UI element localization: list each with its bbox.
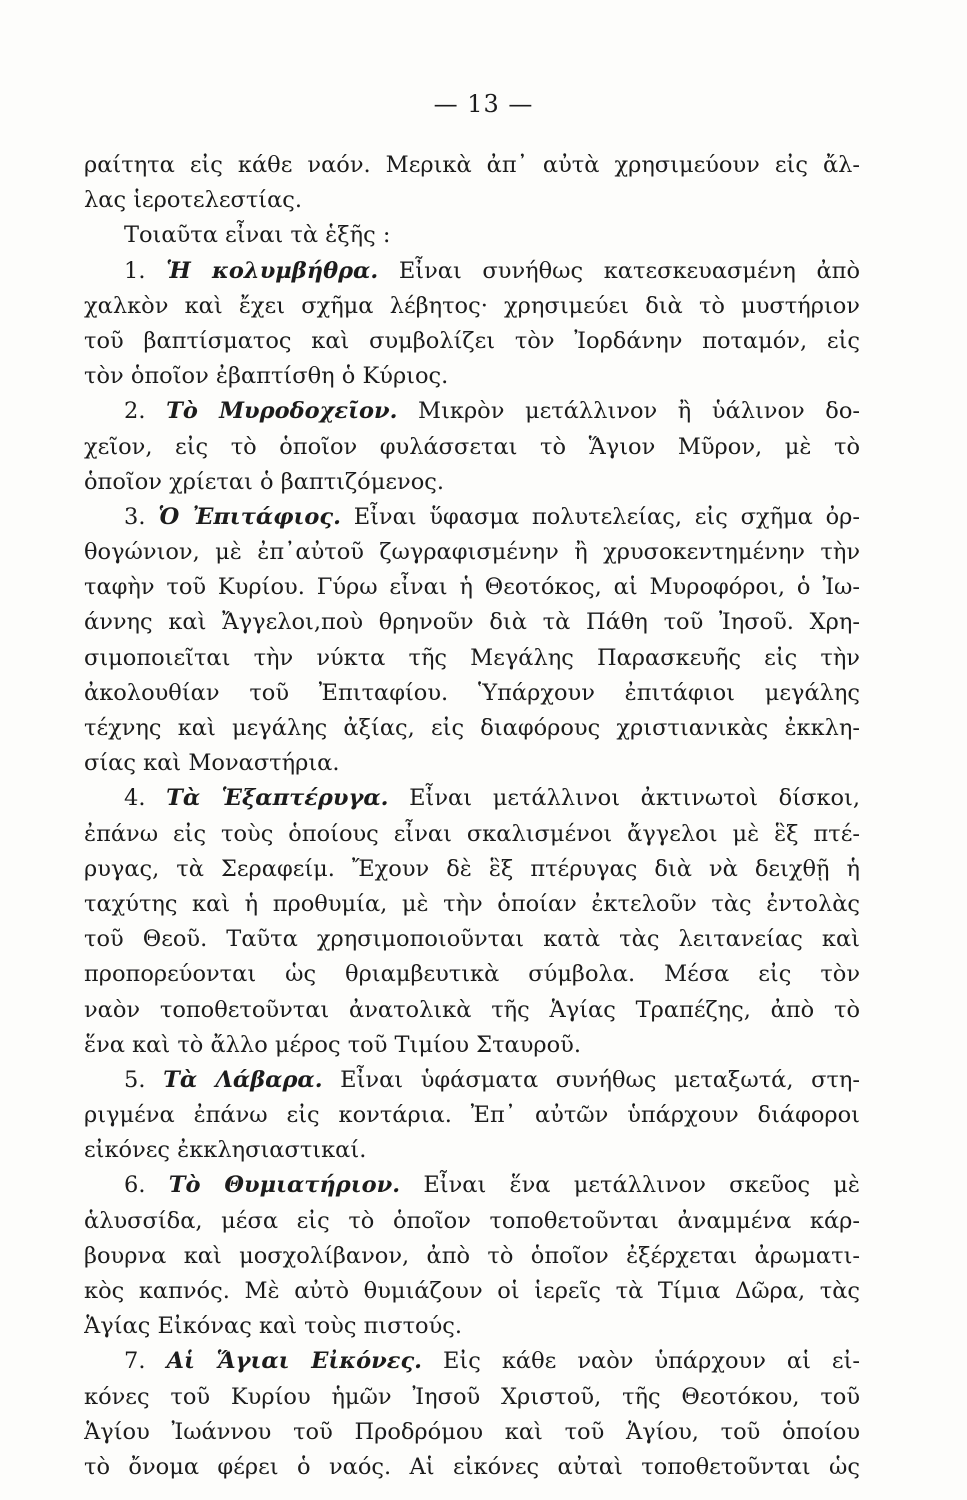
- text-line: λας ἱεροτελεστίας.: [84, 187, 303, 214]
- body-text: [84, 148, 860, 1485]
- text-line: Ἁγίου Ἰωάννου τοῦ Προδρόμου καὶ τοῦ Ἁγίου, τοῦ ὁποίου: [84, 1418, 860, 1445]
- item-1-line: 1. Ἡ κολυμβήθρα. Εἶναι συνήθως κατεσκευασμένη ἀπὸ: [124, 257, 860, 284]
- text-line: τέχνης καὶ μεγάλης ἀξίας, εἰς διαφόρους χριστιανικὰς ἐκκλη-: [84, 715, 860, 741]
- text-line: ἕνα καὶ τὸ ἄλλο μέρος τοῦ Τιμίου Σταυροῦ.: [84, 1031, 581, 1058]
- text-line: ναὸν τοποθετοῦνται ἀνατολικὰ τῆς Ἁγίας Τραπέζης, ἀπὸ τὸ: [84, 996, 860, 1023]
- item-5-line: 5. Τὰ Λάβαρα. Εἶναι ὑφάσματα συνήθως μεταξωτά, στη-: [124, 1066, 860, 1093]
- text-line: σίας καὶ Μοναστήρια.: [84, 750, 340, 777]
- item-number: 5.: [124, 1066, 146, 1093]
- text-line: ταφὴν τοῦ Κυρίου. Γύρω εἶναι ἡ Θεοτόκος, αἱ Μυροφόροι, ὁ Ἰω-: [84, 574, 860, 601]
- text-line: χεῖον, εἰς τὸ ὁποῖον φυλάσσεται τὸ Ἅγιον Μῦρον, μὲ τὸ: [84, 433, 860, 460]
- text-line: Τοιαῦτα εἶναι τὰ ἑξῆς :: [124, 222, 391, 249]
- item-2-line: 2. Τὸ Μυροδοχεῖον. Μικρὸν μετάλλινον ἢ ὑάλινον δο-: [124, 398, 860, 425]
- item-heading: Τὸ Θυμιατήριον.: [168, 1172, 401, 1199]
- text-line: τοῦ Θεοῦ. Ταῦτα χρησιμοποιοῦνται κατὰ τὰς λειτανείας καὶ: [84, 926, 860, 953]
- text-line: κόνες τοῦ Κυρίου ἡμῶν Ἰησοῦ Χριστοῦ, τῆς Θεοτόκου, τοῦ: [84, 1383, 860, 1410]
- item-heading: Τὸ Μυροδοχεῖον.: [166, 398, 398, 425]
- item-number: 2.: [124, 398, 146, 425]
- item-6-line: 6. Τὸ Θυμιατήριον. Εἶναι ἕνα μετάλλινον σκεῦος μὲ: [124, 1172, 860, 1199]
- text-line: κὸς καπνός. Μὲ αὐτὸ θυμιάζουν οἱ ἱερεῖς τὰ Τίμια Δῶρα, τὰς: [84, 1278, 860, 1304]
- item-4-line: 4. Τὰ Ἑξαπτέρυγα. Εἶναι μετάλλινοι ἀκτινωτοὶ δίσκοι,: [124, 785, 860, 812]
- text-line: προπορεύονται ὡς θριαμβευτικὰ σύμβολα. Μέσα εἰς τὸν: [84, 961, 860, 988]
- text-line: ραίτητα εἰς κάθε ναόν. Μερικὰ ἀπ᾿ αὐτὰ χρησιμεύουν εἰς ἄλ-: [84, 152, 860, 178]
- item-7-line: 7. Αἱ Ἅγιαι Εἰκόνες. Εἰς κάθε ναὸν ὑπάρχουν αἱ εἰ-: [124, 1348, 860, 1375]
- text-line: ἀκολουθίαν τοῦ Ἐπιταφίου. Ὑπάρχουν ἐπιτάφιοι μεγάλης: [84, 679, 860, 706]
- item-number: 6.: [124, 1172, 146, 1199]
- text-line: εἰκόνες ἐκκλησιαστικαί.: [84, 1137, 367, 1164]
- text-line: βουρνα καὶ μοσχολίβανον, ἀπὸ τὸ ὁποῖον ἐξέρχεται ἀρωματι-: [84, 1242, 860, 1269]
- text-line: Ἁγίας Εἰκόνας καὶ τοὺς πιστούς.: [84, 1313, 462, 1340]
- text-line: ἁλυσσίδα, μέσα εἰς τὸ ὁποῖον τοποθετοῦνται ἀναμμένα κάρ-: [84, 1207, 860, 1234]
- text-line: σιμοποιεῖται τὴν νύκτα τῆς Μεγάλης Παρασκευῆς εἰς τὴν: [84, 644, 860, 671]
- text-line: ριγμένα ἐπάνω εἰς κοντάρια. Ἐπ᾿ αὐτῶν ὑπάρχουν διάφοροι: [84, 1102, 860, 1129]
- text-line: ρυγας, τὰ Σεραφείμ. Ἔχουν δὲ ἓξ πτέρυγας διὰ νὰ δειχθῇ ἡ: [84, 855, 860, 882]
- item-number: 4.: [124, 785, 146, 812]
- item-heading: Ὁ Ἐπιτάφιος.: [158, 503, 341, 530]
- text-line: ταχύτης καὶ ἡ προθυμία, μὲ τὴν ὁποίαν ἐκτελοῦν τὰς ἐντολὰς: [84, 890, 860, 917]
- text-line: άννης καὶ Ἄγγελοι,ποὺ θρηνοῦν διὰ τὰ Πάθη τοῦ Ἰησοῦ. Χρη-: [84, 609, 860, 636]
- item-heading: Ἡ κολυμβήθρα.: [166, 257, 379, 284]
- page-number: — 13 —: [433, 90, 534, 118]
- item-heading: Τὰ Λάβαρα.: [163, 1066, 323, 1093]
- item-number: 3.: [124, 503, 146, 530]
- item-3-line: 3. Ὁ Ἐπιτάφιος. Εἶναι ὕφασμα πολυτελείας, εἰς σχῆμα ὀρ-: [124, 503, 860, 530]
- text-line: τὸν ὁποῖον ἐβαπτίσθη ὁ Κύριος.: [84, 363, 449, 390]
- text-line: τὸ ὄνομα φέρει ὁ ναός. Αἱ εἰκόνες αὐταὶ τοποθετοῦνται ὡς: [84, 1453, 860, 1480]
- item-heading: Τὰ Ἑξαπτέρυγα.: [166, 785, 389, 812]
- item-heading: Αἱ Ἅγιαι Εἰκόνες.: [166, 1348, 422, 1375]
- text-line: ἐπάνω εἰς τοὺς ὁποίους εἶναι σκαλισμένοι ἄγγελοι μὲ ἓξ πτέ-: [84, 820, 860, 847]
- item-number: 7.: [124, 1348, 146, 1375]
- text-line: τοῦ βαπτίσματος καὶ συμβολίζει τὸν Ἰορδάνην ποταμόν, εἰς: [84, 327, 860, 354]
- text-line: ὁποῖον χρίεται ὁ βαπτιζόμενος.: [84, 468, 444, 495]
- item-number: 1.: [124, 257, 146, 284]
- text-line: χαλκὸν καὶ ἔχει σχῆμα λέβητος· χρησιμεύει διὰ τὸ μυστήριον: [84, 292, 860, 319]
- text-line: θογώνιον, μὲ ἐπ᾿αὐτοῦ ζωγραφισμένην ἢ χρυσοκεντημένην τὴν: [84, 539, 860, 566]
